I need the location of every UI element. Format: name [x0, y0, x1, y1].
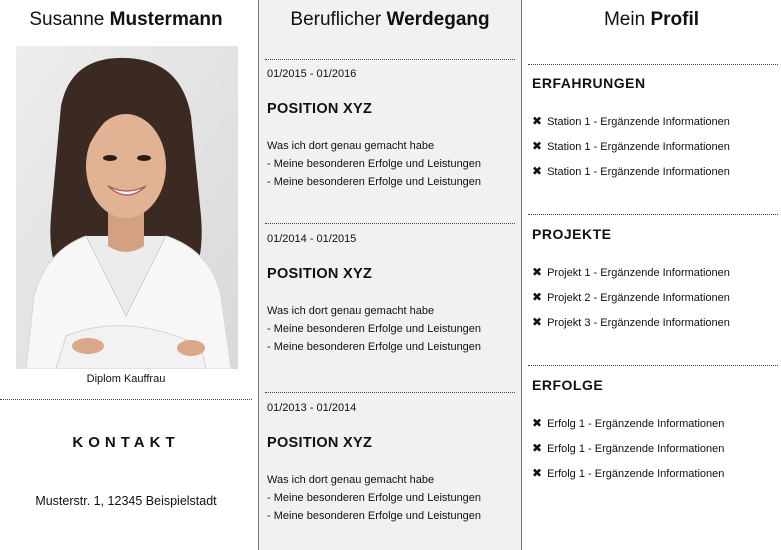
- entry-line: Was ich dort genau gemacht habe: [267, 305, 435, 317]
- list-item-text: Erfolg 1 - Ergänzende Informationen: [547, 468, 725, 480]
- entry-line: Was ich dort genau gemacht habe: [267, 140, 435, 152]
- list-item-text: Projekt 2 - Ergänzende Informationen: [547, 292, 730, 304]
- career-entry: [267, 233, 517, 356]
- x-mark-icon: ✖: [532, 441, 543, 455]
- career-heading-plain: Beruflicher: [290, 9, 382, 30]
- list-item-text: Projekt 1 - Ergänzende Informationen: [547, 267, 730, 279]
- entry-line: - Meine besonderen Erfolge und Leistungen: [267, 323, 482, 335]
- profile-photo: [16, 46, 238, 369]
- entry-date: 01/2015 - 01/2016: [267, 68, 357, 80]
- profile-heading-plain: Mein: [603, 9, 646, 30]
- list-item: [532, 134, 777, 159]
- section-title: ERFAHRUNGEN: [532, 75, 646, 91]
- entry-position: POSITION XYZ: [267, 266, 373, 282]
- left-column: [0, 0, 258, 550]
- list-item-text: Erfolg 1 - Ergänzende Informationen: [547, 418, 725, 430]
- x-mark-icon: ✖: [532, 114, 543, 128]
- list-item-text: Projekt 3 - Ergänzende Informationen: [547, 317, 730, 329]
- list-item-text: Station 1 - Ergänzende Informationen: [547, 141, 730, 153]
- section-title: PROJEKTE: [532, 226, 612, 242]
- x-mark-icon: ✖: [532, 315, 543, 329]
- entry-description: [267, 137, 517, 191]
- list-item: [532, 310, 777, 335]
- entry-line: - Meine besonderen Erfolge und Leistungen: [267, 341, 482, 353]
- section-list: [532, 260, 777, 335]
- entry-description: [267, 302, 517, 356]
- career-column: [258, 0, 522, 550]
- list-item: [532, 461, 777, 486]
- section-title: ERFOLGE: [532, 377, 604, 393]
- divider: [528, 64, 778, 65]
- list-item-text: Station 1 - Ergänzende Informationen: [547, 166, 730, 178]
- entry-line: - Meine besonderen Erfolge und Leistungen: [267, 492, 482, 504]
- last-name: Mustermann: [109, 9, 223, 30]
- x-mark-icon: ✖: [532, 265, 543, 279]
- entry-date: 01/2014 - 01/2015: [267, 233, 357, 245]
- divider: [528, 365, 778, 366]
- contact-title: KONTAKT: [72, 434, 180, 451]
- x-mark-icon: ✖: [532, 290, 543, 304]
- career-heading-bold: Werdegang: [386, 9, 490, 30]
- contact-address: Musterstr. 1, 12345 Beispielstadt: [35, 494, 217, 508]
- entry-line: Was ich dort genau gemacht habe: [267, 474, 435, 486]
- list-item: [532, 109, 777, 134]
- x-mark-icon: ✖: [532, 466, 543, 480]
- divider: [265, 59, 515, 60]
- divider: [528, 214, 778, 215]
- career-entry: [267, 402, 517, 525]
- job-title-caption: Diplom Kauffrau: [86, 373, 166, 385]
- career-heading: [259, 9, 521, 31]
- profile-section-projects: [532, 226, 777, 335]
- list-item: [532, 260, 777, 285]
- career-entry: [267, 68, 517, 191]
- list-item: [532, 285, 777, 310]
- entry-line: - Meine besonderen Erfolge und Leistungen: [267, 158, 482, 170]
- entry-position: POSITION XYZ: [267, 101, 373, 117]
- entry-position: POSITION XYZ: [267, 435, 373, 451]
- profile-column: [522, 0, 781, 550]
- entry-line: - Meine besonderen Erfolge und Leistungen: [267, 176, 482, 188]
- divider: [265, 392, 515, 393]
- first-name: Susanne: [29, 9, 105, 30]
- x-mark-icon: ✖: [532, 416, 543, 430]
- portrait-illustration: [16, 46, 238, 369]
- divider: [265, 223, 515, 224]
- section-list: [532, 411, 777, 486]
- list-item-text: Station 1 - Ergänzende Informationen: [547, 116, 730, 128]
- section-list: [532, 109, 777, 184]
- profile-heading-bold: Profil: [650, 9, 700, 30]
- list-item: [532, 411, 777, 436]
- divider: [0, 399, 252, 400]
- person-name: [0, 9, 252, 31]
- entry-line: - Meine besonderen Erfolge und Leistungen: [267, 510, 482, 522]
- x-mark-icon: ✖: [532, 139, 543, 153]
- profile-section-achievements: [532, 377, 777, 486]
- profile-heading: [522, 9, 781, 31]
- entry-date: 01/2013 - 01/2014: [267, 402, 357, 414]
- list-item: [532, 159, 777, 184]
- list-item-text: Erfolg 1 - Ergänzende Informationen: [547, 443, 725, 455]
- x-mark-icon: ✖: [532, 164, 543, 178]
- entry-description: [267, 471, 517, 525]
- list-item: [532, 436, 777, 461]
- profile-section-experience: [532, 75, 777, 184]
